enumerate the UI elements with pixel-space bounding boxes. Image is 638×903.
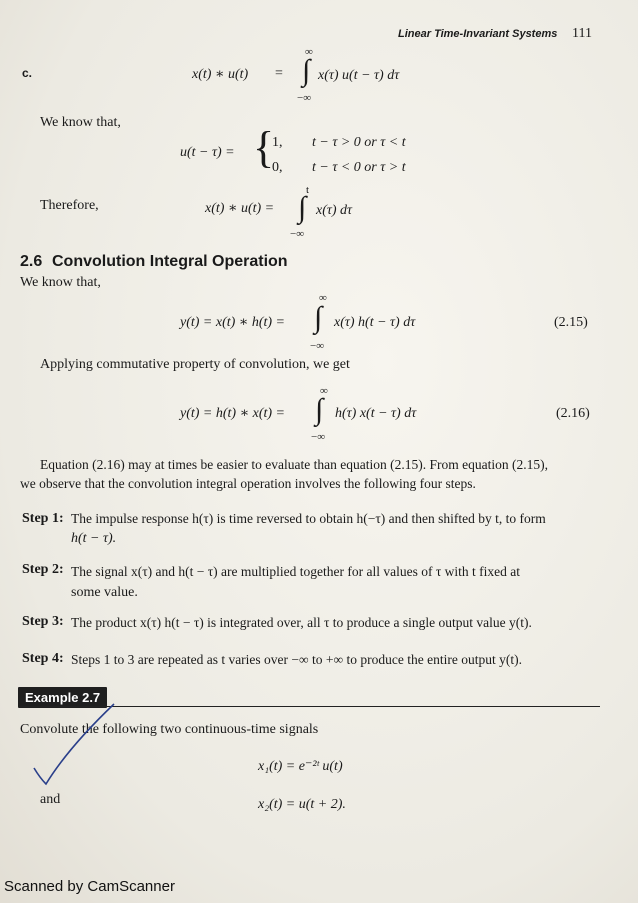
eq215-integrand: x(τ) h(t − τ) dτ bbox=[334, 315, 416, 330]
step-3-line-1: The product x(τ) h(t − τ) is integrated over, all τ to produce a single output value y(t). bbox=[71, 615, 532, 630]
cases-brace: { bbox=[253, 123, 275, 172]
eq2-lower-limit: −∞ bbox=[290, 228, 305, 240]
eq2-integral-sign: ∫ bbox=[298, 191, 307, 224]
paragraph-line-2: we observe that the convolution integral operation involves the following four steps. bbox=[20, 476, 476, 491]
case1-value: 1, bbox=[272, 135, 283, 150]
eq1-equals: = bbox=[275, 66, 283, 81]
step-2-line-1: The signal x(τ) and h(t − τ) are multiplied together for all values of τ with t fixed at bbox=[71, 564, 521, 579]
step-2-line-2: some value. bbox=[71, 585, 138, 600]
eq215-number: (2.15) bbox=[554, 315, 588, 330]
eq216-upper-limit: ∞ bbox=[320, 385, 328, 397]
eq1-upper-limit: ∞ bbox=[305, 46, 313, 58]
eq2-upper-limit: t bbox=[306, 184, 310, 196]
part-label: c. bbox=[22, 66, 33, 80]
scanner-watermark: Scanned by CamScanner bbox=[4, 878, 175, 895]
section-title: Convolution Integral Operation bbox=[52, 253, 288, 270]
case2-value: 0, bbox=[272, 160, 283, 175]
section-intro: We know that, bbox=[20, 275, 101, 290]
eq215-lower-limit: −∞ bbox=[310, 340, 325, 352]
step-1-line-1: The impulse response h(τ) is time reversed to obtain h(−τ) and then shifted by t, to form bbox=[71, 511, 546, 526]
eq1-lhs: x(t) ∗ u(t) bbox=[192, 67, 249, 82]
case2-condition: t − τ < 0 or τ > t bbox=[312, 160, 406, 175]
eq216-integral-sign: ∫ bbox=[315, 393, 324, 426]
case1-condition: t − τ > 0 or τ < t bbox=[312, 135, 406, 150]
eq216-integrand: h(τ) x(t − τ) dτ bbox=[335, 406, 417, 421]
step-1-label: Step 1: bbox=[22, 511, 64, 526]
handwritten-check-mark bbox=[28, 698, 118, 788]
example-prompt: Convolute the following two continuous-time signals bbox=[20, 722, 319, 737]
and-text: and bbox=[40, 792, 61, 807]
step-2-label: Step 2: bbox=[22, 562, 64, 577]
eq216-lhs: y(t) = h(t) ∗ x(t) = bbox=[180, 406, 285, 421]
eq1-integrand: x(τ) u(t − τ) dτ bbox=[318, 68, 400, 83]
eq2-lhs: x(t) ∗ u(t) = bbox=[205, 201, 275, 216]
signal-x2: x₂(t) = u(t + 2). bbox=[258, 797, 346, 812]
eq215-integral-sign: ∫ bbox=[314, 301, 323, 334]
u-lhs: u(t − τ) = bbox=[180, 145, 235, 160]
eq2-integrand: x(τ) dτ bbox=[316, 203, 353, 218]
running-title: Linear Time-Invariant Systems bbox=[398, 28, 558, 40]
section-number: 2.6 bbox=[20, 253, 43, 270]
eq216-number: (2.16) bbox=[556, 406, 590, 421]
step-4-label: Step 4: bbox=[22, 651, 64, 666]
example-badge: Example 2.7 bbox=[18, 687, 107, 708]
eq1-integral-sign: ∫ bbox=[302, 54, 311, 87]
signal-x1: x₁(t) = e⁻²ᵗ u(t) bbox=[258, 759, 343, 774]
step-1-line-2: h(t − τ). bbox=[71, 531, 117, 546]
page-number: 111 bbox=[572, 26, 592, 41]
paragraph-line-1: Equation (2.16) may at times be easier to evaluate than equation (2.15). From equation (2.15), bbox=[40, 457, 548, 472]
commutative-text: Applying commutative property of convolution, we get bbox=[40, 357, 350, 372]
step-3-label: Step 3: bbox=[22, 614, 64, 629]
therefore-text: Therefore, bbox=[40, 198, 99, 213]
eq215-upper-limit: ∞ bbox=[319, 292, 327, 304]
eq216-lower-limit: −∞ bbox=[311, 431, 326, 443]
eq1-lower-limit: −∞ bbox=[297, 92, 312, 104]
step-4-line-1: Steps 1 to 3 are repeated as t varies over −∞ to +∞ to produce the entire output y(t). bbox=[71, 652, 522, 667]
we-know-that-text: We know that, bbox=[40, 115, 121, 130]
eq215-lhs: y(t) = x(t) ∗ h(t) = bbox=[180, 315, 285, 330]
